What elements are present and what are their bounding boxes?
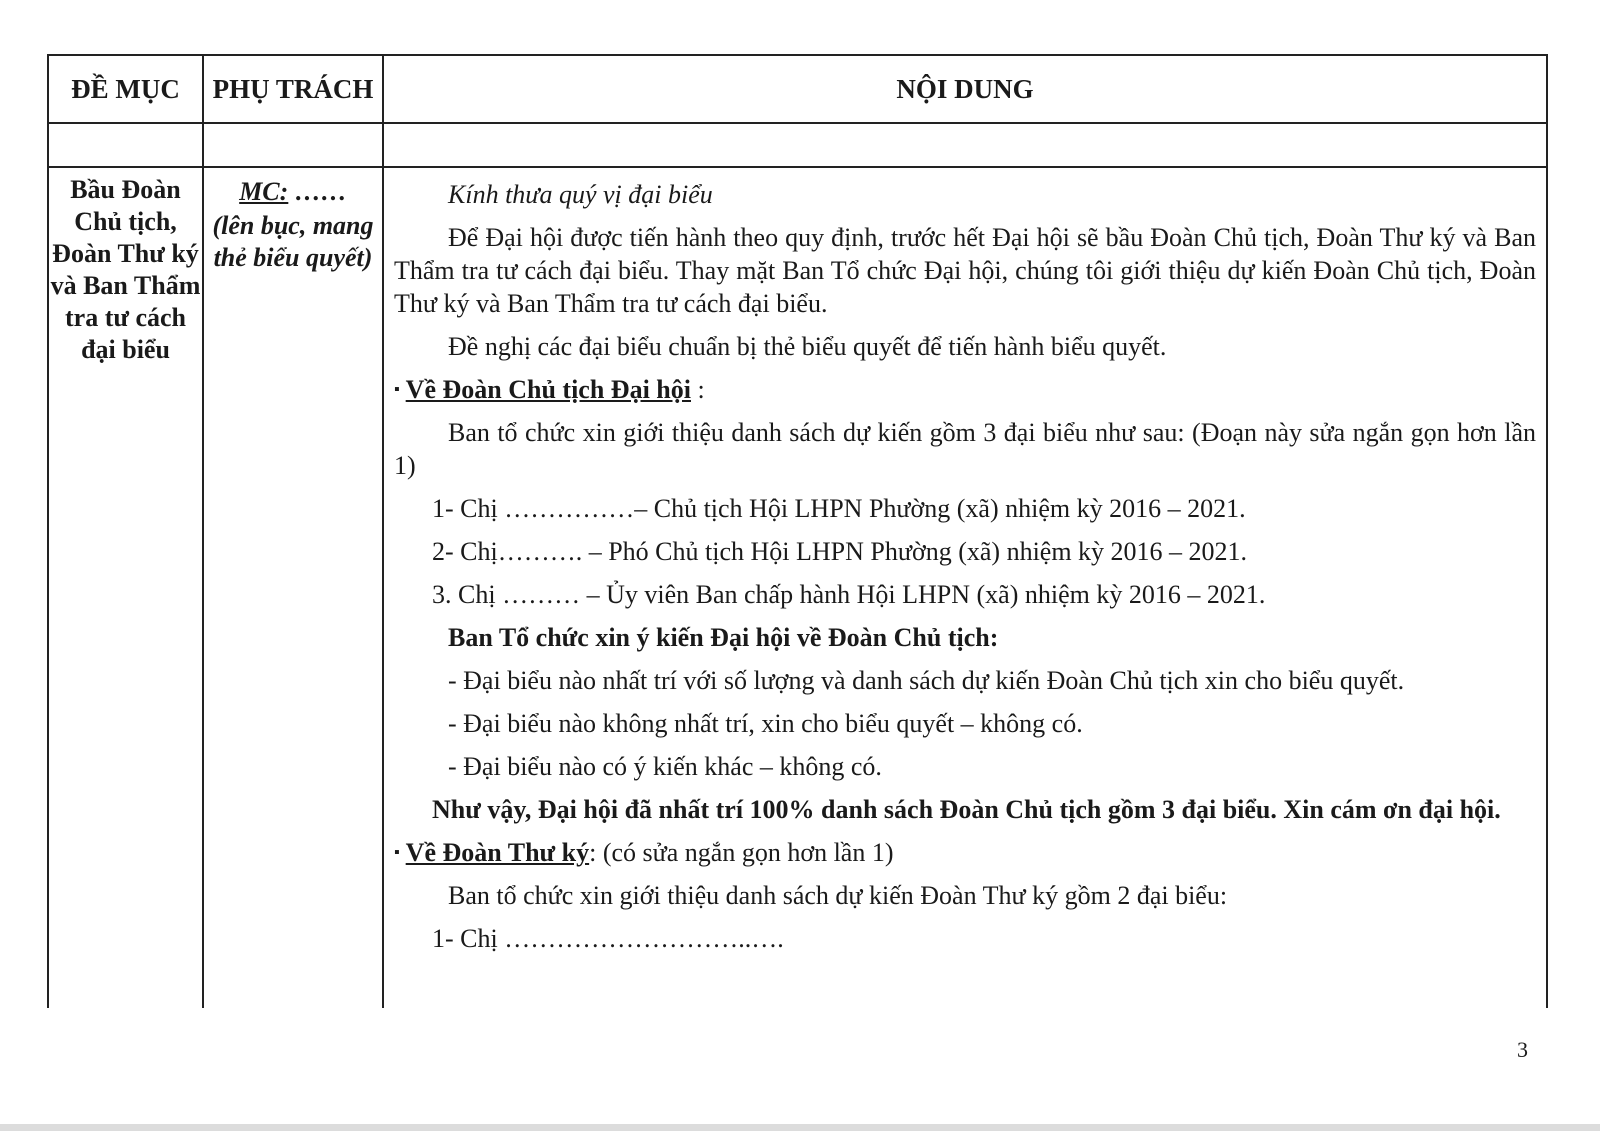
owner-cell [203,167,383,1008]
presidium-intro: Ban tổ chức xin giới thiệu danh sách dự kiến gồm 3 đại biểu như sau: (Đoạn này sửa ngắn gọn hơn lần 1) [394,418,1536,480]
empty-cell [203,123,383,167]
presidium-member: 2- Chị………. – Phó Chủ tịch Hội LHPN Phường (xã) nhiệm kỳ 2016 – 2021. [432,537,1248,566]
secretariat-heading [394,836,1536,869]
greeting: Kính thưa quý vị đại biểu [448,180,713,209]
secretariat-title-suffix: : (có sửa ngắn gọn hơn lần 1) [589,838,894,867]
scan-edge [0,1124,1600,1131]
vote-item: - Đại biểu nào có ý kiến khác – không có. [448,752,882,781]
header-section: ĐỀ MỤC [48,55,203,123]
presidium-heading [394,373,1536,406]
table-row [48,167,1547,1008]
square-bullet-icon: ▪ [394,844,400,861]
empty-cell [48,123,203,167]
presidium-title-suffix: : [691,375,705,404]
intro-paragraph: Để Đại hội được tiến hành theo quy định, trước hết Đại hội sẽ bầu Đoàn Chủ tịch, Đoàn Thư ký và Ban Thẩm tra tư cách đại biểu. Thay mặt Ban Tổ chức Đại hội, chúng tôi giới thiệu dự kiến Đoàn Chủ tịch, Đoàn Thư ký và Ban Thẩm tra tư cách đại biểu. [394,223,1536,318]
owner-role-dots: …… [288,177,347,206]
secretariat-intro: Ban tổ chức xin giới thiệu danh sách dự kiến Đoàn Thư ký gồm 2 đại biểu: [448,881,1228,910]
owner-note: (lên bục, mang thẻ biểu quyết) [212,211,374,272]
presidium-vote-heading: Ban Tổ chức xin ý kiến Đại hội về Đoàn Chủ tịch: [448,623,999,652]
header-owner: PHỤ TRÁCH [203,55,383,123]
vote-prep-paragraph: Đề nghị các đại biểu chuẩn bị thẻ biểu quyết để tiến hành biểu quyết. [448,332,1167,361]
presidium-conclusion: Như vậy, Đại hội đã nhất trí 100% danh sách Đoàn Chủ tịch gồm 3 đại biểu. Xin cám ơn đại hội. [432,795,1501,824]
presidium-title: Về Đoàn Chủ tịch Đại hội [405,375,691,404]
table-header-row [48,55,1547,123]
presidium-member: 1- Chị ……………– Chủ tịch Hội LHPN Phường (xã) nhiệm kỳ 2016 – 2021. [432,494,1246,523]
presidium-member: 3. Chị ……… – Ủy viên Ban chấp hành Hội LHPN (xã) nhiệm kỳ 2016 – 2021. [432,580,1266,609]
empty-row [48,123,1547,167]
vote-item: - Đại biểu nào nhất trí với số lượng và danh sách dự kiến Đoàn Chủ tịch xin cho biểu quyết. [448,666,1405,695]
page-number: 3 [1517,1037,1528,1062]
header-content: NỘI DUNG [383,55,1547,123]
owner-role-label: MC: [239,177,289,206]
vote-item: - Đại biểu nào không nhất trí, xin cho biểu quyết – không có. [448,709,1083,738]
secretariat-member: 1- Chị ………………………..…. [432,924,784,953]
section-title: Bầu Đoàn Chủ tịch, Đoàn Thư ký và Ban Thẩm tra tư cách đại biểu [48,167,203,1008]
owner-role [204,176,382,208]
content-cell [383,167,1547,1008]
agenda-table [47,54,1548,1008]
square-bullet-icon: ▪ [394,381,400,398]
empty-cell [383,123,1547,167]
secretariat-title: Về Đoàn Thư ký [405,838,590,867]
